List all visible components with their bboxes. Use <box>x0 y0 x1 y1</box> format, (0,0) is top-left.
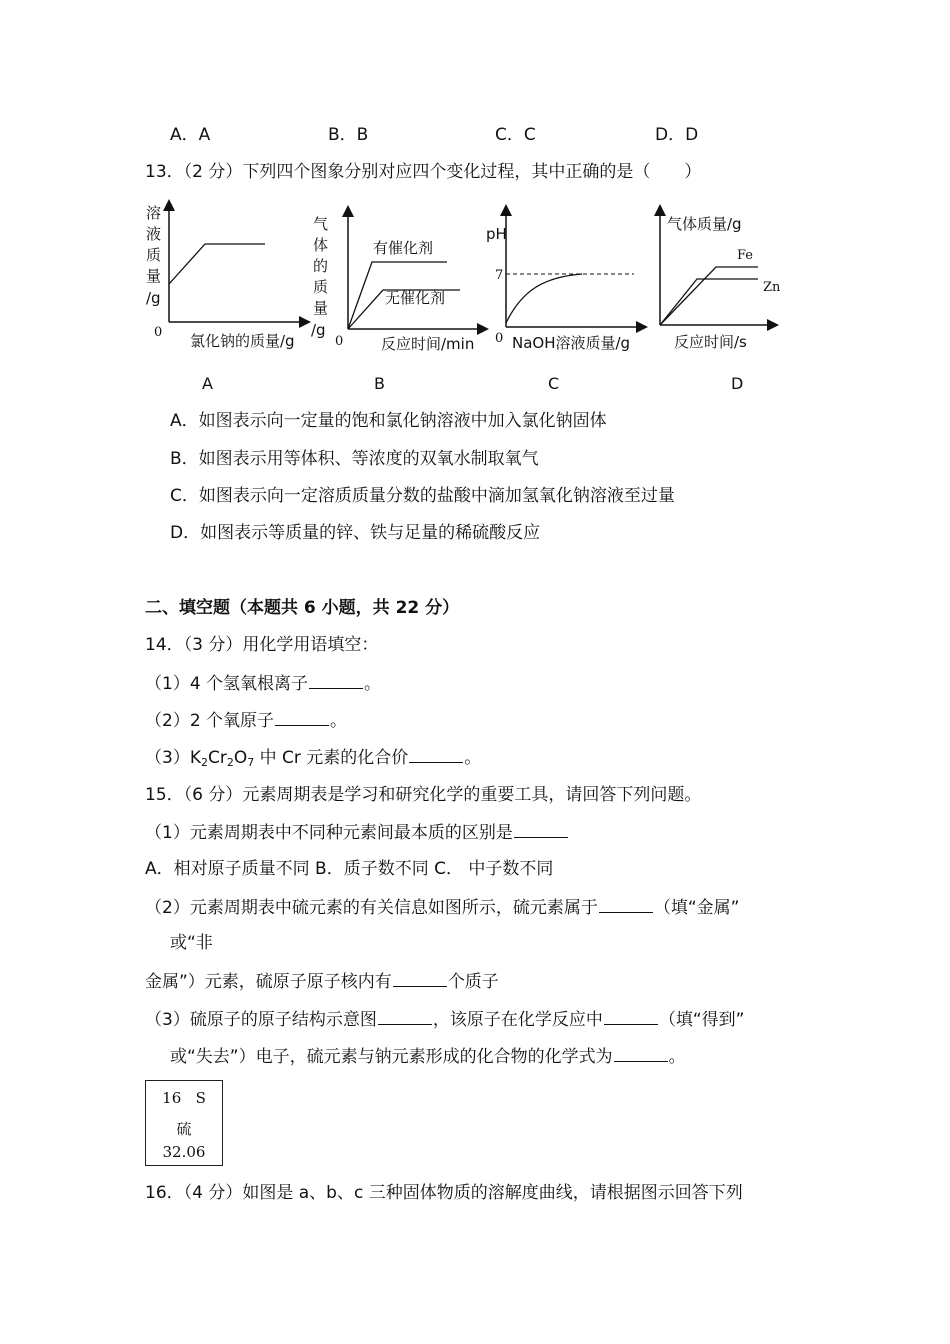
q15-part-2-cont: 或“非 <box>170 933 213 953</box>
sulfur-element-card <box>145 1080 223 1166</box>
q13-option-a: A．如图表示向一定量的饱和氯化钠溶液中加入氯化钠固体 <box>170 411 607 431</box>
q12-option-a: A．A <box>170 125 211 145</box>
graph-a-ylabel-1: 溶 <box>146 204 162 222</box>
graph-d-curve-zn <box>660 279 758 325</box>
graph-c-ylabel: pH <box>486 225 507 243</box>
graph-c-caption: C <box>548 374 560 393</box>
graph-b-ylabel-6: /g <box>311 321 326 339</box>
q13-option-c: C．如图表示向一定溶质质量分数的盐酸中滴加氢氧化钠溶液至过量 <box>170 486 675 506</box>
graph-d-label-fe: Fe <box>737 248 754 263</box>
graph-a <box>140 200 310 355</box>
q15-part-1-choices: A．相对原子质量不同 B．质子数不同 C． 中子数不同 <box>145 859 554 879</box>
q15-stem: 15．（6 分）元素周期表是学习和研究化学的重要工具，请回答下列问题。 <box>145 785 702 805</box>
graph-c-curve <box>506 274 582 323</box>
q15-part-3-line2: 或“失去”）电子，硫元素与钠元素形成的化合物的化学式为 。 <box>170 1047 686 1067</box>
graph-c <box>482 205 657 355</box>
q13-stem: 13．（2 分）下列四个图象分别对应四个变化过程，其中正确的是（ ） <box>145 162 702 182</box>
q14-part-2: （2）2 个氧原子 。 <box>145 711 348 731</box>
graph-b-label-no-catalyst: 无催化剂 <box>385 289 446 307</box>
graph-d-curve-fe <box>660 267 758 325</box>
graph-d <box>650 205 800 355</box>
answer-blank[interactable] <box>604 1008 658 1025</box>
q12-option-b: B．B <box>328 125 369 145</box>
graph-a-caption: A <box>202 374 213 393</box>
graph-b-label-catalyst: 有催化剂 <box>373 239 434 257</box>
graph-b-caption: B <box>374 374 385 393</box>
graph-a-ylabel-3: 质 <box>146 246 162 264</box>
graph-b <box>305 205 490 355</box>
answer-blank[interactable] <box>614 1045 668 1062</box>
graph-b-ylabel-1: 气 <box>313 215 329 233</box>
element-number-symbol: 16 S <box>162 1089 206 1107</box>
q14-part-3: $(3)K_2Cr_2O_7$ 中 Cr 元素的化合价 。 <box>145 748 482 769</box>
answer-blank[interactable] <box>514 821 568 838</box>
graph-a-origin: 0 <box>154 325 163 340</box>
element-mass: 32.06 <box>162 1143 206 1161</box>
answer-blank[interactable] <box>309 672 363 689</box>
answer-blank[interactable] <box>275 709 329 726</box>
graph-a-ylabel-5: /g <box>146 289 161 307</box>
q13-option-b: B．如图表示用等体积、等浓度的双氧水制取氧气 <box>170 449 539 469</box>
q14-part-1: （1）4 个氢氧根离子 。 <box>145 674 382 694</box>
q15-part-2: （2）元素周期表中硫元素的有关信息如图所示，硫元素属于 （填“金属” <box>145 898 740 918</box>
q12-option-d: D．D <box>655 125 699 145</box>
graph-c-xlabel: NaOH溶液质量/g <box>512 334 631 352</box>
answer-blank[interactable] <box>599 896 653 913</box>
graph-b-ylabel-3: 的 <box>313 257 329 275</box>
graph-a-ylabel-4: 量 <box>146 267 162 285</box>
graph-b-ylabel-5: 量 <box>313 299 329 317</box>
graph-d-ylabel: 气体质量/g <box>667 215 742 233</box>
q14-stem: 14．（3 分）用化学用语填空： <box>145 635 379 655</box>
graph-c-origin: 0 <box>495 331 504 346</box>
answer-blank[interactable] <box>378 1008 432 1025</box>
answer-blank[interactable] <box>409 746 463 763</box>
element-name: 硫 <box>176 1120 192 1138</box>
q12-option-c: C．C <box>495 125 536 145</box>
q15-part-3: （3）硫原子的原子结构示意图 ，该原子在化学反应中 （填“得到” <box>145 1010 745 1030</box>
graph-d-label-zn: Zn <box>763 280 781 295</box>
q16-stem: 16．（4 分）如图是 a、b、c 三种固体物质的溶解度曲线，请根据图示回答下列 <box>145 1183 743 1203</box>
q15-part-2-line2: 金属”）元素，硫原子原子核内有 个质子 <box>145 972 499 992</box>
graph-b-ylabel-2: 体 <box>313 236 329 254</box>
q13-option-d: D．如图表示等质量的锌、铁与足量的稀硫酸反应 <box>170 523 541 543</box>
graph-a-xlabel: 氯化钠的质量/g <box>190 332 295 350</box>
graph-d-xlabel: 反应时间/s <box>674 333 747 351</box>
q15-part-1: （1）元素周期表中不同种元素间最本质的区别是 <box>145 821 569 844</box>
graph-c-tick-7: 7 <box>495 268 504 283</box>
answer-blank[interactable] <box>393 970 447 987</box>
graph-b-ylabel-4: 质 <box>313 278 329 296</box>
section-2-title: 二、填空题（本题共 6 小题，共 22 分） <box>145 598 460 618</box>
graph-d-caption: D <box>731 374 744 393</box>
graph-b-origin: 0 <box>335 334 344 349</box>
graph-a-curve <box>169 244 265 284</box>
graph-b-xlabel: 反应时间/min <box>381 335 475 353</box>
graph-a-ylabel-2: 液 <box>146 225 162 243</box>
